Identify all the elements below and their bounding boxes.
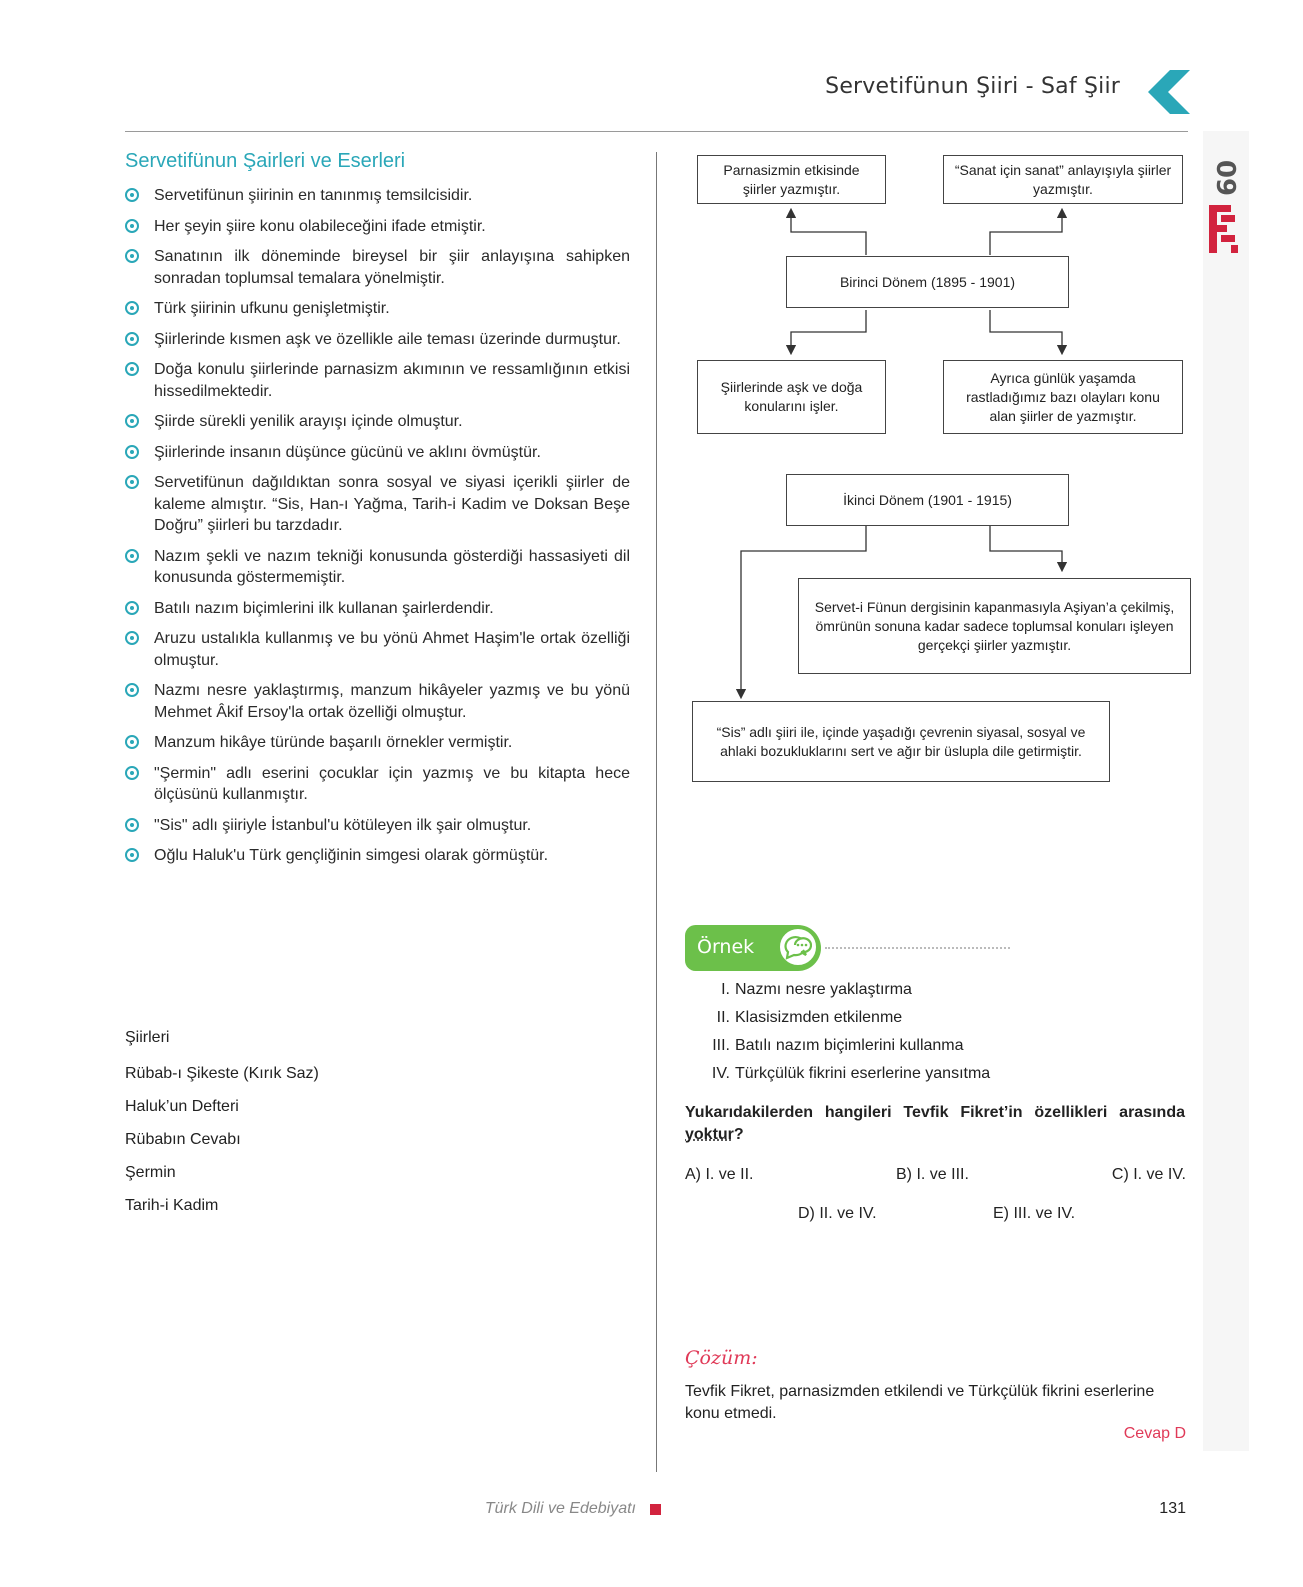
- list-item: Şiirlerinde insanın düşünce gücünü ve aklını övmüştür.: [125, 442, 630, 464]
- poems-heading: Şiirleri: [125, 1029, 170, 1046]
- option-text: Batılı nazım biçimlerini kullanma: [735, 1037, 964, 1054]
- arrow-to-gunluk: [990, 310, 1062, 350]
- arrow-to-sanat: [990, 213, 1062, 255]
- solution-text: Tevfik Fikret, parnasizmden etkilendi ve Türkçülük fikrini eserlerine konu etmedi.: [685, 1383, 1155, 1422]
- answer-option-b[interactable]: B) I. ve III.: [896, 1166, 969, 1183]
- list-item: Şiirlerinde kısmen aşk ve özellikle aile teması üzerinde durmuştur.: [125, 329, 630, 351]
- poem-item: Rübab-ı Şikeste (Kırık Saz): [125, 1065, 319, 1082]
- answer-option-a[interactable]: A) I. ve II.: [685, 1166, 754, 1183]
- list-item: Şiirde sürekli yenilik arayışı içinde olmuştur.: [125, 411, 630, 433]
- diagram-box-sis: “Sis” adlı şiiri ile, içinde yaşadığı çevrenin siyasal, sosyal ve ahlaki bozukluklarını sert ve ağır bir üslupla dile getirmiştir.: [692, 701, 1110, 782]
- answer-key: Cevap D: [1123, 1425, 1186, 1442]
- list-item: Oğlu Haluk'u Türk gençliğinin simgesi olarak görmüştür.: [125, 845, 630, 867]
- arrow-to-servet: [990, 526, 1062, 567]
- diagram-box-servet: Servet-i Fünun dergisinin kapanmasıyla Aşiyan’a çekilmiş, ömrünün sonuna kadar sadece toplumsal konuları işleyen gerçekçi şiirler yazmıştır.: [798, 578, 1191, 674]
- poem-item: Rübabın Cevabı: [125, 1131, 241, 1148]
- chat-bubble-icon: [784, 934, 812, 960]
- list-item: Manzum hikâye türünde başarılı örnekler vermiştir.: [125, 732, 630, 754]
- list-item: Doğa konulu şiirlerinde parnasizm akımının ve ressamlığının etkisi hissedilmektedir.: [125, 359, 630, 402]
- list-item: "Şermin" adlı eserini çocuklar için yazmış ve bu kitapta hece ölçüsünü kullanmıştır.: [125, 763, 630, 806]
- poem-item: Tarih-i Kadim: [125, 1197, 219, 1214]
- option-text: Nazmı nesre yaklaştırma: [735, 981, 912, 998]
- question-emphasis: yoktur: [685, 1126, 734, 1143]
- example-label: Örnek: [697, 936, 755, 958]
- list-item: Nazım şekli ve nazım tekniği konusunda gösterdiği hassasiyeti dil konusunda göstermemiştir.: [125, 546, 630, 589]
- bullet-icon: [125, 818, 139, 832]
- list-item: Sanatının ilk döneminde bireysel bir şiir anlayışına sahipken sonradan toplumsal temalara yönelmiştir.: [125, 246, 630, 289]
- diagram-box-parnasizm: Parnasizmin etkisinde şiirler yazmıştır.: [697, 155, 886, 204]
- arrow-to-parnasizm: [791, 213, 866, 255]
- arrow-to-ask: [791, 310, 866, 350]
- option-number: IV.: [711, 1065, 730, 1082]
- page-number: 131: [1159, 1500, 1186, 1517]
- footer-book-title: Türk Dili ve Edebiyatı: [484, 1500, 636, 1517]
- poem-item: Şermin: [125, 1164, 176, 1181]
- diagram-box-birinci-donem: Birinci Dönem (1895 - 1901): [786, 256, 1069, 308]
- solution-label: Çözüm:: [685, 1347, 758, 1369]
- option-text: Türkçülük fikrini eserlerine yansıtma: [735, 1065, 991, 1082]
- diagram-box-gunluk: Ayrıca günlük yaşamda rastladığımız bazı olayları konu alan şiirler de yazmıştır.: [943, 360, 1183, 434]
- list-item: Türk şiirinin ufkunu genişletmiştir.: [125, 298, 630, 320]
- diagram-box-ikinci-donem: İkinci Dönem (1901 - 1915): [786, 474, 1069, 526]
- diagram-box-sanat: “Sanat için sanat” anlayışıyla şiirler yazmıştır.: [943, 155, 1183, 204]
- answer-option-c[interactable]: C) I. ve IV.: [1111, 1166, 1186, 1183]
- list-item: Servetifünun şiirinin en tanınmış temsilcisidir.: [125, 185, 630, 207]
- option-number: I.: [721, 981, 730, 998]
- answer-option-d[interactable]: D) II. ve IV.: [798, 1205, 877, 1222]
- list-item: Nazmı nesre yaklaştırmış, manzum hikâyeler yazmış ve bu yönü Mehmet Âkif Ersoy'la ortak özelliği olmuştur.: [125, 680, 630, 723]
- poem-item: Haluk’un Defteri: [125, 1098, 239, 1115]
- list-item: "Sis" adlı şiiriyle İstanbul'u kötüleyen ilk şair olmuştur.: [125, 815, 630, 837]
- option-number: III.: [712, 1037, 730, 1054]
- list-item: Aruzu ustalıkla kullanmış ve bu yönü Ahmet Haşim'le ortak özelliği olmuştur.: [125, 628, 630, 671]
- bullet-icon: [125, 848, 139, 862]
- diagram-box-ask-doga: Şiirlerinde aşk ve doğa konularını işler.: [697, 360, 886, 434]
- list-item: Her şeyin şiire konu olabileceğini ifade etmiştir.: [125, 216, 630, 238]
- page-title: Servetifünun Şiiri - Saf Şiir: [825, 74, 1120, 99]
- list-item: Servetifünun dağıldıktan sonra sosyal ve siyasi içerikli şiirler de kaleme almıştır. “Sis, Han-ı Yağma, Tarih-i Kadim ve Doksan Beşe Doğru” şiirleri bu tarzdadır.: [125, 472, 630, 537]
- answer-option-e[interactable]: E) III. ve IV.: [993, 1205, 1076, 1222]
- unit-number: 09: [1210, 159, 1240, 197]
- footer-square-icon: [650, 1504, 661, 1515]
- section-title: Servetifünun Şairleri ve Eserleri: [125, 150, 406, 172]
- option-number: II.: [716, 1009, 730, 1026]
- example-dotted-line: [825, 947, 1010, 949]
- list-item: Batılı nazım biçimlerini ilk kullanan şairlerdendir.: [125, 598, 630, 620]
- option-text: Klasisizmden etkilenme: [735, 1009, 903, 1026]
- question-text: Yukarıdakilerden hangileri Tevfik Fikret’in özellikleri arasında yoktur?: [685, 1104, 1185, 1143]
